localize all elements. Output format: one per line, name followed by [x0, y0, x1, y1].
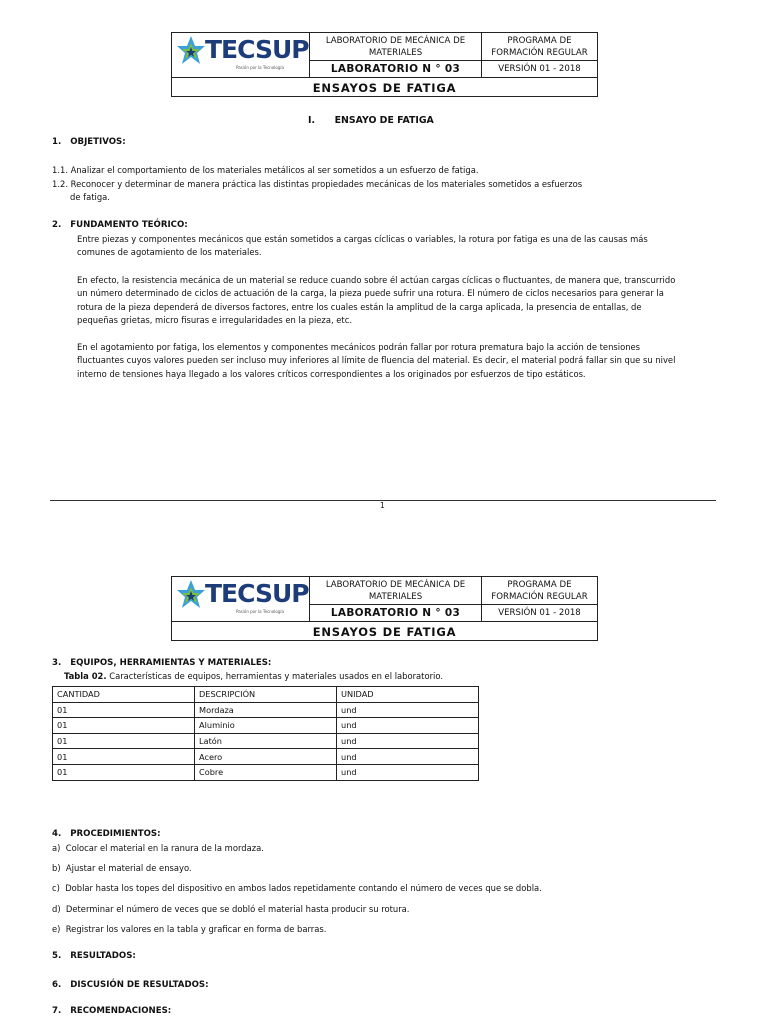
table-row: [53, 749, 479, 765]
version-label: VERSIÓN 01 - 2018: [498, 608, 581, 618]
table-header-row: [53, 687, 479, 703]
procedure-step-a: a) Colocar el material en la ranura de la mordaza.: [52, 843, 264, 853]
tecsup-logo: [172, 577, 310, 621]
text-line: fluctuantes cuyos valores pueden ser incluso muy inferiores al límite de fluencia del material. Es decir, el material podrá fallar sin que su nivel: [77, 355, 676, 366]
procedure-step-b: b) Ajustar el material de ensayo.: [52, 863, 192, 873]
header-cell: CANTIDAD: [53, 687, 195, 703]
table-cell: 01: [53, 702, 195, 718]
objective-1: 1.1. Analizar el comportamiento de los materiales metálicos al ser sometidos a un esfuerzo de fatiga.: [52, 165, 479, 175]
equipment-table: [52, 686, 479, 781]
recommendations-heading: 7. RECOMENDACIONES:: [52, 1006, 172, 1016]
objective-2-cont: de fatiga.: [70, 192, 110, 202]
text-line: pequeñas grietas, micro fisuras e irregularidades en la pieza, etc.: [77, 315, 352, 326]
text-line: interno de tensiones haya llegado a los valores críticos correspondientes a los originados por esfuerzos de tipo estáticos.: [77, 368, 586, 379]
tecsup-star-icon: [176, 35, 206, 67]
table-cell: und: [337, 733, 479, 749]
table-cell: 01: [53, 749, 195, 765]
lab-number: LABORATORIO N ° 03: [330, 63, 461, 75]
objectives-heading: 1. OBJETIVOS:: [52, 137, 126, 147]
table-caption-label: Tabla 02.: [64, 671, 107, 681]
text-line: rotura de la pieza dependerá de diversos factores, entre los cuales están la amplitud de la carga aplicada, la presencia de entallas, de: [77, 301, 642, 312]
table-row: [53, 718, 479, 734]
procedure-step-d: d) Determinar el número de veces que se dobló el material hasta producir su rotura.: [52, 904, 410, 914]
version-label: VERSIÓN 01 - 2018: [498, 64, 581, 74]
text-line: En el agotamiento por fatiga, los elementos y componentes mecánicos podrán fallar por rotura prematura bajo la acción de tensiones: [77, 342, 641, 352]
theory-paragraph-3: [77, 341, 717, 381]
table-caption-text: Características de equipos, herramientas y materiales usados en el laboratorio.: [106, 671, 443, 681]
text-line: un número determinado de ciclos de actuación de la carga, la pieza puede sufrir una rotura. El número de ciclos necesarios para generar la: [77, 288, 664, 299]
logo-tagline: Pasión por la Tecnología: [236, 65, 284, 70]
tecsup-logo: [172, 33, 310, 77]
lab-name: LABORATORIO DE MECÁNICA DE MATERIALES: [310, 577, 481, 605]
logo-wordmark: TECSUP: [205, 579, 309, 608]
objective-2: 1.2. Reconocer y determinar de manera práctica las distintas propiedades mecánicas de los materiales sometidos a esfuerzos: [52, 179, 583, 189]
table-cell: Latón: [195, 733, 337, 749]
results-heading: 5. RESULTADOS:: [52, 951, 136, 961]
program-name: PROGRAMA DE FORMACIÓN REGULAR: [482, 577, 597, 605]
header-cell: DESCRIPCIÓN: [195, 687, 337, 703]
table-cell: Acero: [195, 749, 337, 765]
discussion-heading: 6. DISCUSIÓN DE RESULTADOS:: [52, 980, 209, 990]
logo-tagline: Pasión por la Tecnología: [236, 609, 284, 614]
procedures-heading: 4. PROCEDIMIENTOS:: [52, 829, 161, 839]
text-line: En efecto, la resistencia mecánica de un material se reduce cuando sobre él actúan cargas cíclicas o fluctuantes, de manera que, transcurrido: [77, 275, 676, 285]
table-cell: Mordaza: [195, 702, 337, 718]
table-cell: 01: [53, 764, 195, 780]
table-cell: 01: [53, 718, 195, 734]
table-cell: 01: [53, 733, 195, 749]
table-row: [53, 764, 479, 780]
page-number: 1: [380, 501, 385, 510]
table-cell: und: [337, 702, 479, 718]
lab-number: LABORATORIO N ° 03: [330, 607, 461, 619]
table-cell: und: [337, 764, 479, 780]
table-cell: und: [337, 718, 479, 734]
table-caption: [64, 670, 443, 683]
header-cell: UNIDAD: [337, 687, 479, 703]
logo-wordmark: TECSUP: [205, 35, 309, 64]
page2-header-table: [171, 576, 598, 641]
theory-heading: 2. FUNDAMENTO TEÓRICO:: [52, 220, 188, 230]
table-cell: und: [337, 749, 479, 765]
document-title: ENSAYOS DE FATIGA: [172, 621, 597, 641]
theory-paragraph-2: [77, 274, 717, 328]
equipment-heading: 3. EQUIPOS, HERRAMIENTAS Y MATERIALES:: [52, 658, 272, 668]
procedure-step-e: e) Registrar los valores en la tabla y graficar en forma de barras.: [52, 924, 327, 934]
theory-paragraph-1: [77, 233, 717, 260]
program-name: PROGRAMA DE FORMACIÓN REGULAR: [482, 33, 597, 61]
document-title: ENSAYOS DE FATIGA: [172, 77, 597, 97]
lab-name: LABORATORIO DE MECÁNICA DE MATERIALES: [310, 33, 481, 61]
table-cell: Cobre: [195, 764, 337, 780]
table-row: [53, 702, 479, 718]
table-row: [53, 733, 479, 749]
procedure-step-c: c) Doblar hasta los topes del dispositivo en ambos lados repetidamente contando el número de veces que se dobla.: [52, 883, 542, 893]
table-cell: Aluminio: [195, 718, 337, 734]
text-line: comunes de agotamiento de los materiales.: [77, 247, 262, 258]
section-title: I. ENSAYO DE FATIGA: [308, 115, 434, 126]
text-line: Entre piezas y componentes mecánicos que están sometidos a cargas cíclicas o variables, la rotura por fatiga es una de las causas más: [77, 234, 648, 244]
page1-header-table: [171, 32, 598, 97]
tecsup-star-icon: [176, 579, 206, 611]
